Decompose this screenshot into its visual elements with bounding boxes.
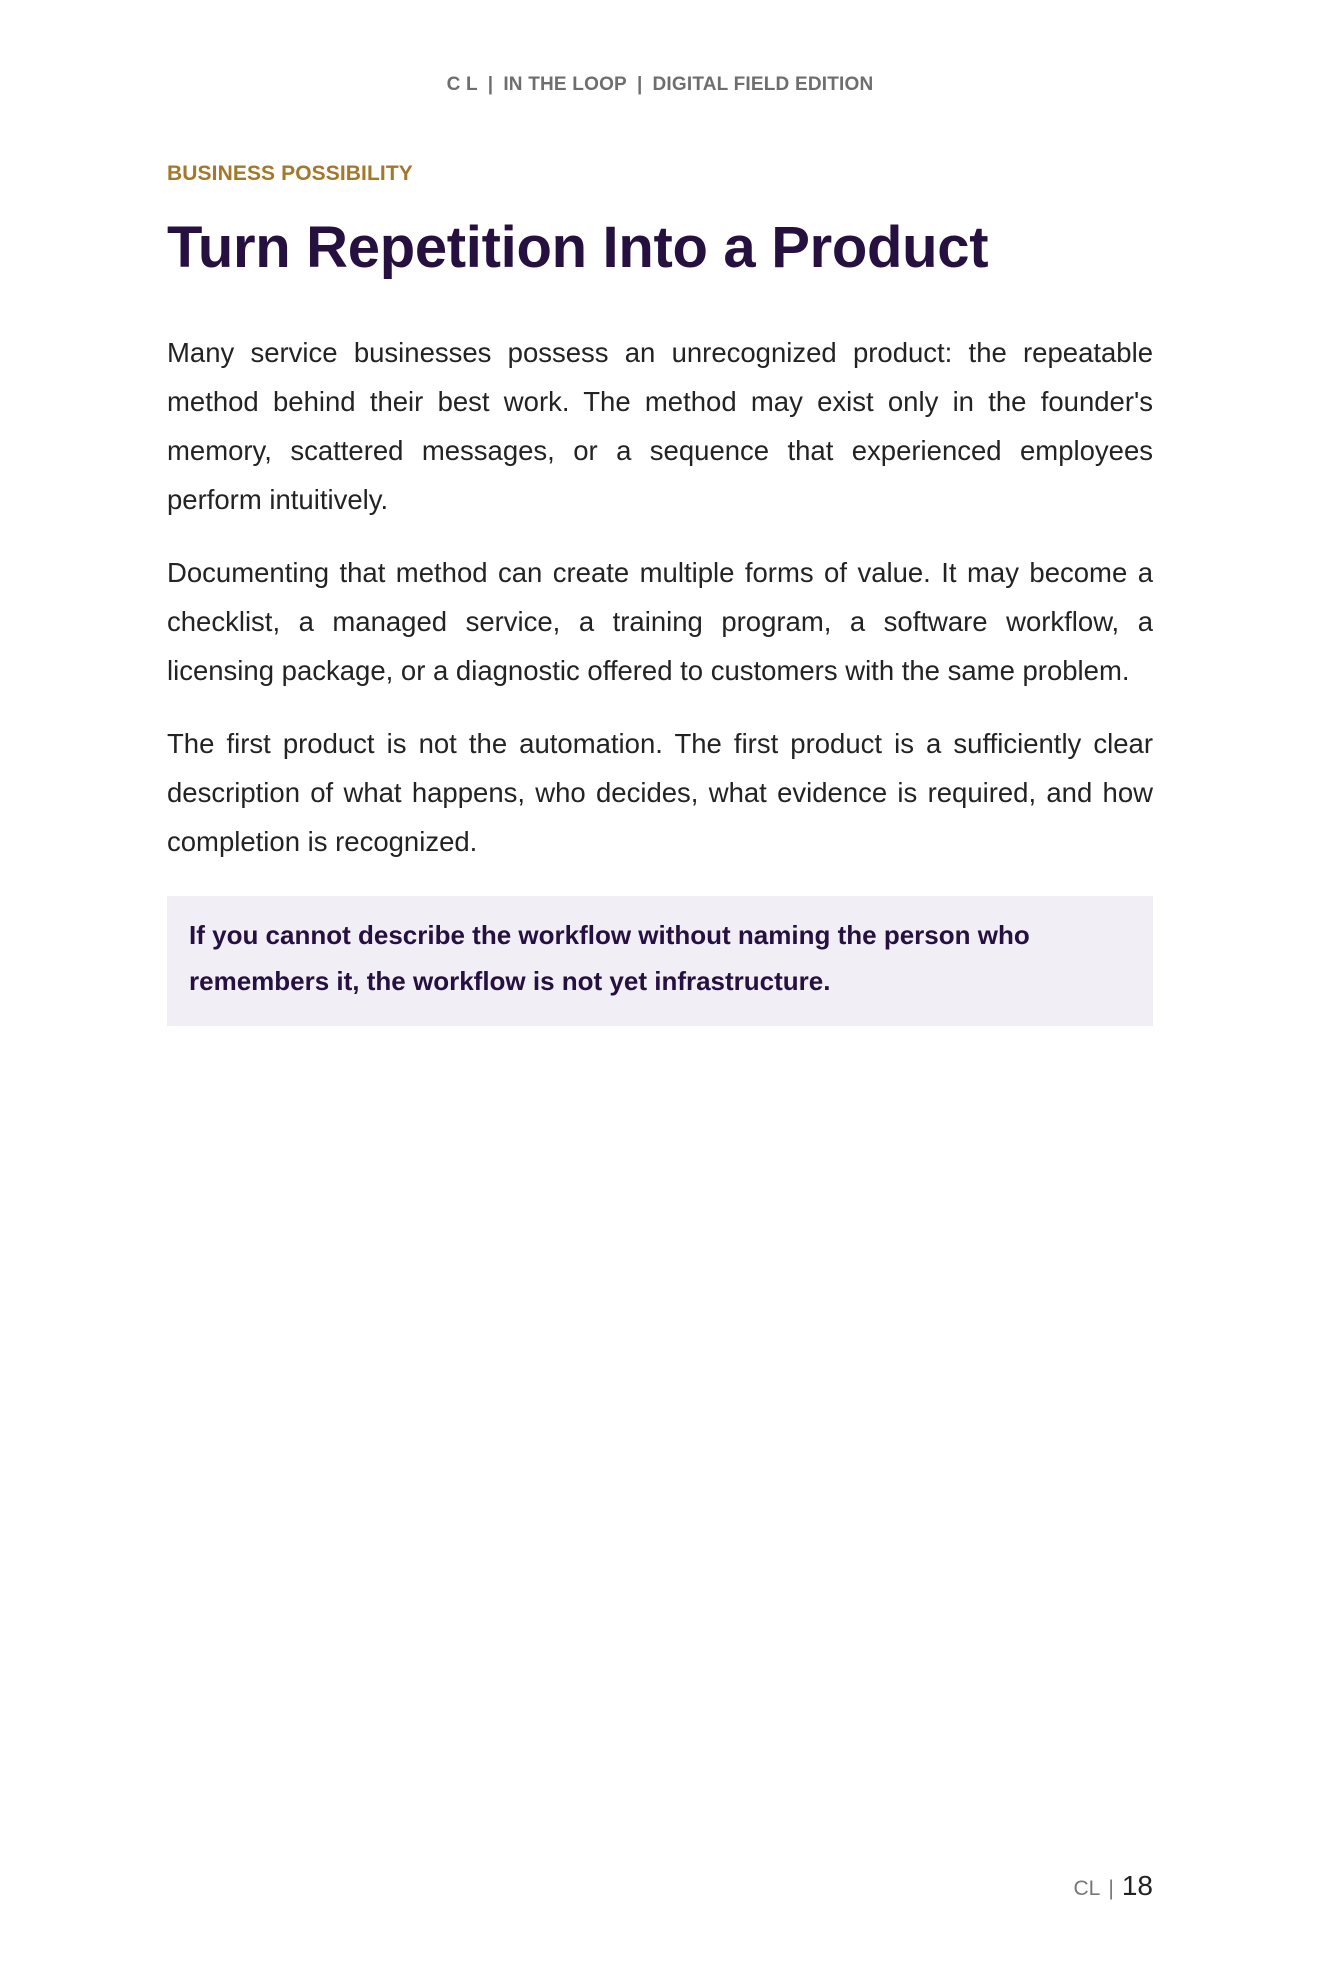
header-separator: | — [636, 74, 643, 95]
page-footer — [1074, 1870, 1153, 1902]
header-edition: DIGITAL FIELD EDITION — [652, 74, 874, 95]
body-paragraph: Documenting that method can create multiple forms of value. It may become a checklist, a managed service, a training program, a software workflow, a licensing package, or a diagnostic offered to customers with the same problem. — [167, 557, 1153, 686]
article — [167, 158, 1153, 1026]
header-publication: IN THE LOOP — [503, 74, 627, 95]
header-brand: C L — [446, 74, 478, 95]
page-title: Turn Repetition Into a Product — [167, 215, 989, 280]
callout-text: If you cannot describe the workflow without naming the person who remembers it, the workflow is not yet infrastructure. — [189, 920, 1030, 996]
body-paragraph: Many service businesses possess an unrecognized product: the repeatable method behind their best work. The method may exist only in the founder's memory, scattered messages, or a sequence that experienced employees perform intuitively. — [167, 337, 1153, 515]
footer-label: CL — [1073, 1877, 1101, 1900]
body-paragraph: The first product is not the automation. The first product is a sufficiently clear description of what happens, who decides, what evidence is required, and how completion is recognized. — [167, 728, 1153, 857]
running-header — [0, 74, 1320, 96]
callout-box — [167, 896, 1153, 1026]
header-separator: | — [487, 74, 494, 95]
footer-separator: | — [1108, 1877, 1114, 1900]
section-kicker: BUSINESS POSSIBILITY — [167, 162, 413, 185]
page-number: 18 — [1121, 1870, 1153, 1901]
